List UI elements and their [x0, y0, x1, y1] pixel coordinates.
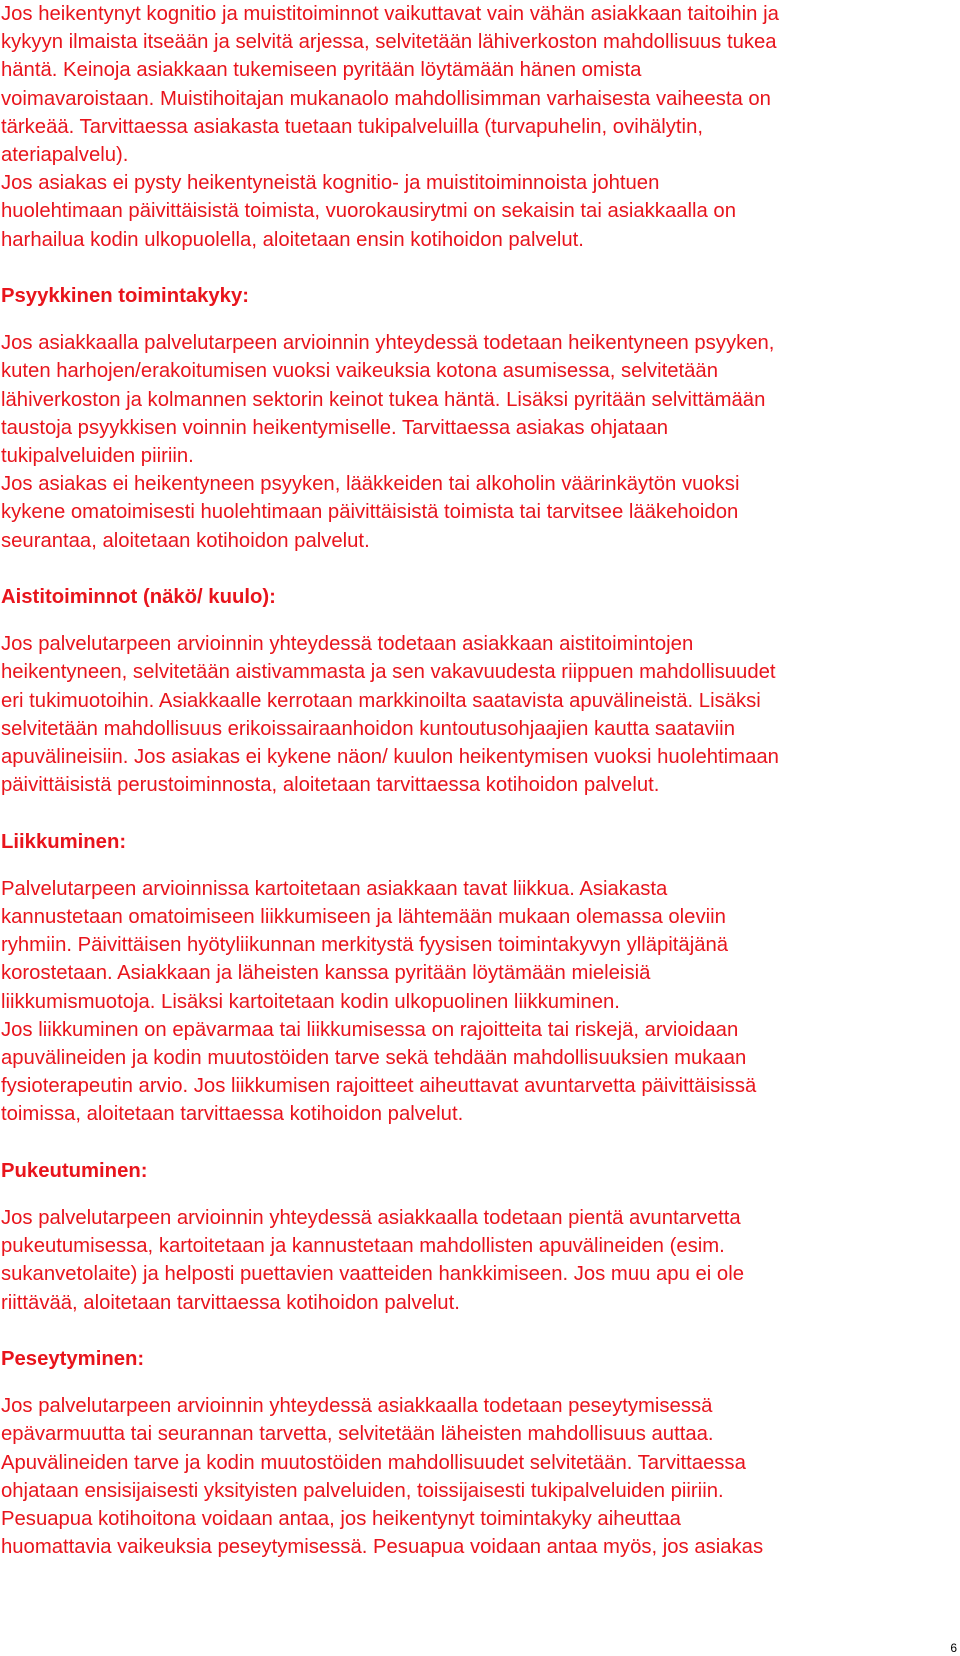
section-aistitoiminnot	[1, 583, 946, 799]
section-paragraph: Jos palvelutarpeen arvioinnin yhteydessä asiakkaalla todetaan pientä avuntarvetta pukeutumisessa, kartoitetaan ja kannustetaan mahdollisten apuvälineiden (esim. sukanvetolaite) ja helposti puettavien vaatteiden hankkimiseen. Jos muu apu ei ole riittävää, aloitetaan tarvittaessa kotihoidon palvelut.	[1, 1207, 744, 1314]
section-paragraph: Jos asiakas ei heikentyneen psyyken, lääkkeiden tai alkoholin väärinkäytön vuoksi kykene omatoimisesti huolehtimaan päivittäisistä toimista tai tarvitsee lääkehoidon seurantaa, aloitetaan kotihoidon palvelut.	[1, 473, 740, 552]
document-content	[1, 0, 946, 1561]
page-number: 6	[950, 1641, 957, 1655]
section-peseytyminen	[1, 1345, 946, 1561]
section-liikkuminen	[1, 828, 946, 1129]
section-paragraph: Jos liikkuminen on epävarmaa tai liikkumisessa on rajoitteita tai riskejä, arvioidaan apuvälineiden ja kodin muutostöiden tarve sekä tehdään mahdollisuuksien mukaan fysioterapeutin arvio. Jos liikkumisen rajoitteet aiheuttavat avuntarvetta päivittäisissä toimissa, aloitetaan tarvittaessa kotihoidon palvelut.	[1, 1018, 757, 1126]
section-paragraph: Palvelutarpeen arvioinnissa kartoitetaan asiakkaan tavat liikkua. Asiakasta kannustetaan omatoimiseen liikkumiseen ja lähtemään mukaan olemassa oleviin ryhmiin. Päivittäisen hyötyliikunnan merkitystä fyysisen toimintakyvyn ylläpitäjänä korostetaan. Asiakkaan ja läheisten kanssa pyritään löytämään mieleisiä liikkumismuotoja. Lisäksi kartoitetaan kodin ulkopuolinen liikkuminen.	[1, 877, 729, 1013]
section-pukeutuminen	[1, 1157, 946, 1317]
intro-paragraph-1: Jos heikentynyt kognitio ja muistitoiminnot vaikuttavat vain vähän asiakkaan taitoihin ja kykyyn ilmaista itseään ja selvitä arjessa, selvitetään lähiverkoston mahdollisuus tukea häntä. Keinoja asiakkaan tukemiseen pyritään löytämään hänen omista voimavaroistaan. Muistihoitajan mukanaolo mahdollisimman varhaisesta vaiheesta on tärkeää. Tarvittaessa asiakasta tuetaan tukipalveluilla (turvapuhelin, ovihälytin, ateriapalvelu).	[1, 3, 779, 167]
section-heading: Psyykkinen toimintakyky:	[1, 285, 249, 308]
section-paragraph: Jos palvelutarpeen arvioinnin yhteydessä todetaan asiakkaan aistitoimintojen heikentyneen, selvitetään aistivammasta ja sen vakavuudesta riippuen mahdollisuudet eri tukimuotoihin. Asiakkaalle kerrotaan markkinoilta saatavista apuvälineistä. Lisäksi selvitetään mahdollisuus erikoissairaanhoidon kuntoutusohjaajien kautta saataviin apuvälineisiin. Jos asiakas ei kykene näon/ kuulon heikentymisen vuoksi huolehtimaan päivittäisistä perustoiminnosta, aloitetaan tarvittaessa kotihoidon palvelut.	[1, 633, 779, 797]
section-paragraph: Jos asiakkaalla palvelutarpeen arvioinnin yhteydessä todetaan heikentyneen psyyken, kuten harhojen/erakoitumisen vuoksi vaikeuksia kotona asumisessa, selvitetään lähiverkoston ja kolmannen sektorin keinot tukea häntä. Lisäksi pyritään selvittämään taustoja psyykkisen voinnin heikentymiselle. Tarvittaessa asiakas ohjataan tukipalveluiden piiriin.	[1, 332, 775, 468]
section-heading: Peseytyminen:	[1, 1348, 145, 1371]
section-heading: Liikkuminen:	[1, 831, 127, 854]
section-heading: Aistitoiminnot (näkö/ kuulo):	[1, 586, 276, 609]
section-paragraph: Jos palvelutarpeen arvioinnin yhteydessä asiakkaalla todetaan peseytymisessä epävarmuutta tai seurannan tarvetta, selvitetään läheisten mahdollisuus auttaa. Apuvälineiden tarve ja kodin muutostöiden mahdollisuudet selvitetään. Tarvittaessa ohjataan ensisijaisesti yksityisten palveluiden, toissijaisesti tukipalveluiden piiriin. Pesuapua kotihoitona voidaan antaa, jos heikentynyt toimintakyky aiheuttaa huomattavia vaikeuksia peseytymisessä. Pesuapua voidaan antaa myös, jos asiakas	[1, 1395, 764, 1559]
intro-paragraph-2: Jos asiakas ei pysty heikentyneistä kognitio- ja muistitoiminnoista johtuen huolehtimaan päivittäisistä toimista, vuorokausirytmi on sekaisin tai asiakkaalla on harhailua kodin ulkopuolella, aloitetaan ensin kotihoidon palvelut.	[1, 172, 736, 251]
section-psyykkinen-toimintakyky	[1, 282, 946, 554]
section-heading: Pukeutuminen:	[1, 1160, 148, 1183]
